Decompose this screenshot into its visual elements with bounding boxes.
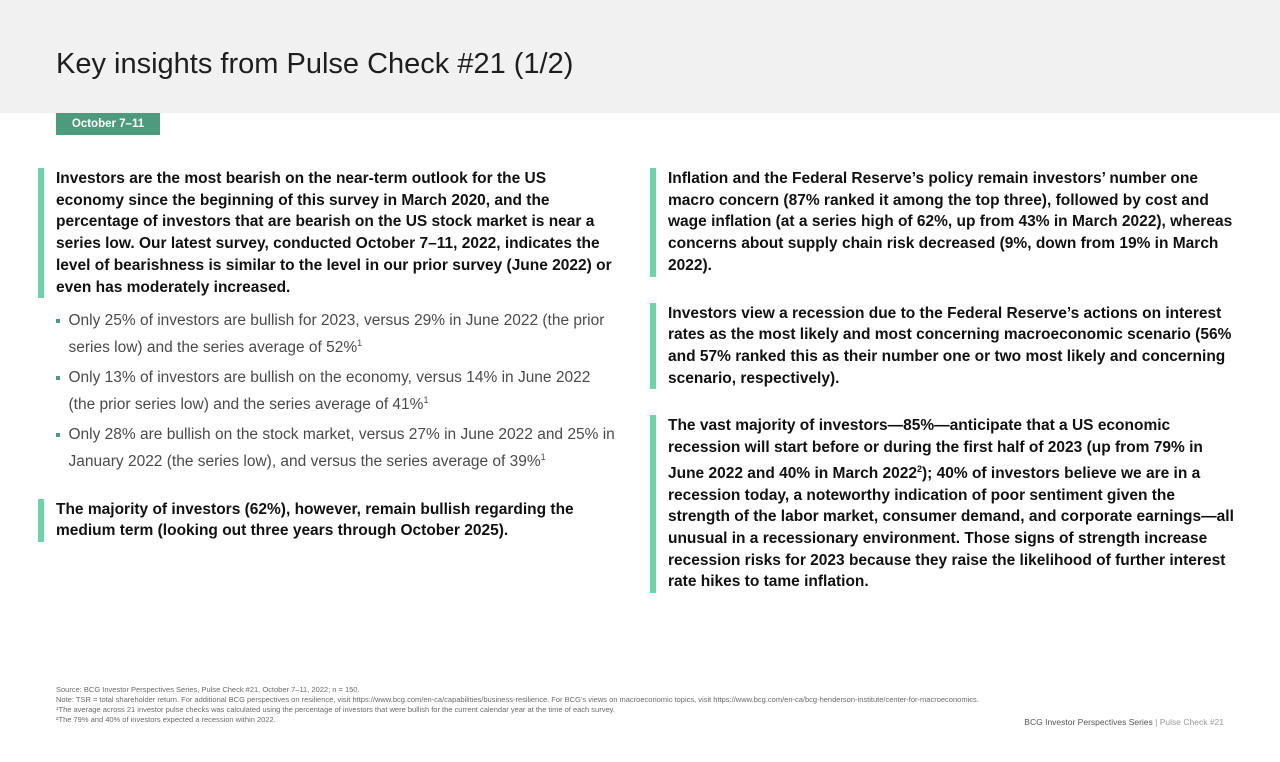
insight-text [668,415,1240,593]
insight-text: Inflation and the Federal Reserve’s policy remain investors’ number one macro concern (87% ranked it among the top three), followed by cost and wage inflation (at a series high of 62%, up from 43% in March 2022), whereas concerns about supply chain risk decreased (9%, down from 19% in March 2022). [668,170,1233,274]
footnote-marker: 1 [357,338,363,349]
bullet-square-icon [56,376,60,380]
footnotes [56,685,1056,725]
footer-series: BCG Investor Perspectives Series [1024,717,1153,727]
bullet-item [56,367,618,416]
bullet-list [38,310,618,472]
right-column [650,168,1240,593]
footnote-marker: 1 [540,451,546,462]
bullet-text: Only 28% are bullish on the stock market, versus 27% in June 2022 and 25% in January 2022 (the series low), and versus the series average of 39% [68,425,615,470]
footer-page: Pulse Check #21 [1159,717,1224,727]
insight-block-inflation [650,168,1240,277]
footnote-2: ²The 79% and 40% of investors expected a recession within 2022. [56,715,276,724]
footnote-marker: 1 [423,394,429,405]
insight-block-bearish [38,168,618,298]
insight-text: Investors view a recession due to the Federal Reserve’s actions on interest rates as the most likely and most concerning macroeconomic scenario (56% and 57% ranked this as their number one or two most likely and concerning scenario, respectively). [668,304,1232,387]
bullet-item [56,310,618,359]
source-note: Source: BCG Investor Perspectives Series, Pulse Check #21, October 7–11, 2022; n = 150. [56,685,360,694]
footer [1024,717,1224,727]
footer-separator: | [1152,717,1160,727]
note: Note: TSR = total shareholder return. For additional BCG perspectives on resilience, visit https://www.bcg.com/en-ca/capabilities/business-resilience. For BCG’s views on macroeconomic topics, visit https://www.bcg.com/en-ca/bcg-henderson-institute/center-for-macroeconomics. [56,695,979,704]
bullet-text: Only 13% of investors are bullish on the economy, versus 14% in June 2022 (the prior series low) and the series average of 41% [68,368,591,414]
insight-text-part: ); 40% of investors believe we are in a recession today, a noteworthy indication of poor sentiment given the strength of the labor market, consumer demand, and corporate earnings—all unusual in a recessionary environment. Those signs of strength increase recession risks for 2023 because they raise the likelihood of further interest rate hikes to tame inflation. [668,464,1234,591]
bullet-square-icon [56,319,60,323]
page-title: Key insights from Pulse Check #21 (1/2) [56,48,574,80]
left-column [38,168,618,542]
insight-text: The majority of investors (62%), however, remain bullish regarding the medium term (looking out three years through October 2025). [56,500,574,540]
bullet-square-icon [56,433,60,437]
insight-block-recession-timing [650,415,1240,593]
insight-text: Investors are the most bearish on the near-term outlook for the US economy since the beginning of this survey in March 2020, and the percentage of investors that are bearish on the US stock market is near a series low. Our latest survey, conducted October 7–11, 2022, indicates the level of bearishness is similar to the level in our prior survey (June 2022) or even has moderately increased. [56,170,612,296]
insight-block-medium-term [38,499,618,542]
footnote-marker: 2 [916,463,922,474]
insight-block-recession-scenario [650,303,1240,390]
insight-text-part: The vast majority of investors—85%—anticipate that a US economic recession will start before or during the first half of 2023 (up from 79% in June 2022 and 40% in March 2022 [668,417,1203,482]
footnote-1: ¹The average across 21 investor pulse checks was calculated using the percentage of investors that were bullish for the current calendar year at the time of each survey. [56,705,615,714]
date-badge: October 7–11 [56,113,160,135]
bullet-text: Only 25% of investors are bullish for 2023, versus 29% in June 2022 (the prior series low) and the series average of 52% [68,312,605,357]
bullet-item [56,424,618,473]
